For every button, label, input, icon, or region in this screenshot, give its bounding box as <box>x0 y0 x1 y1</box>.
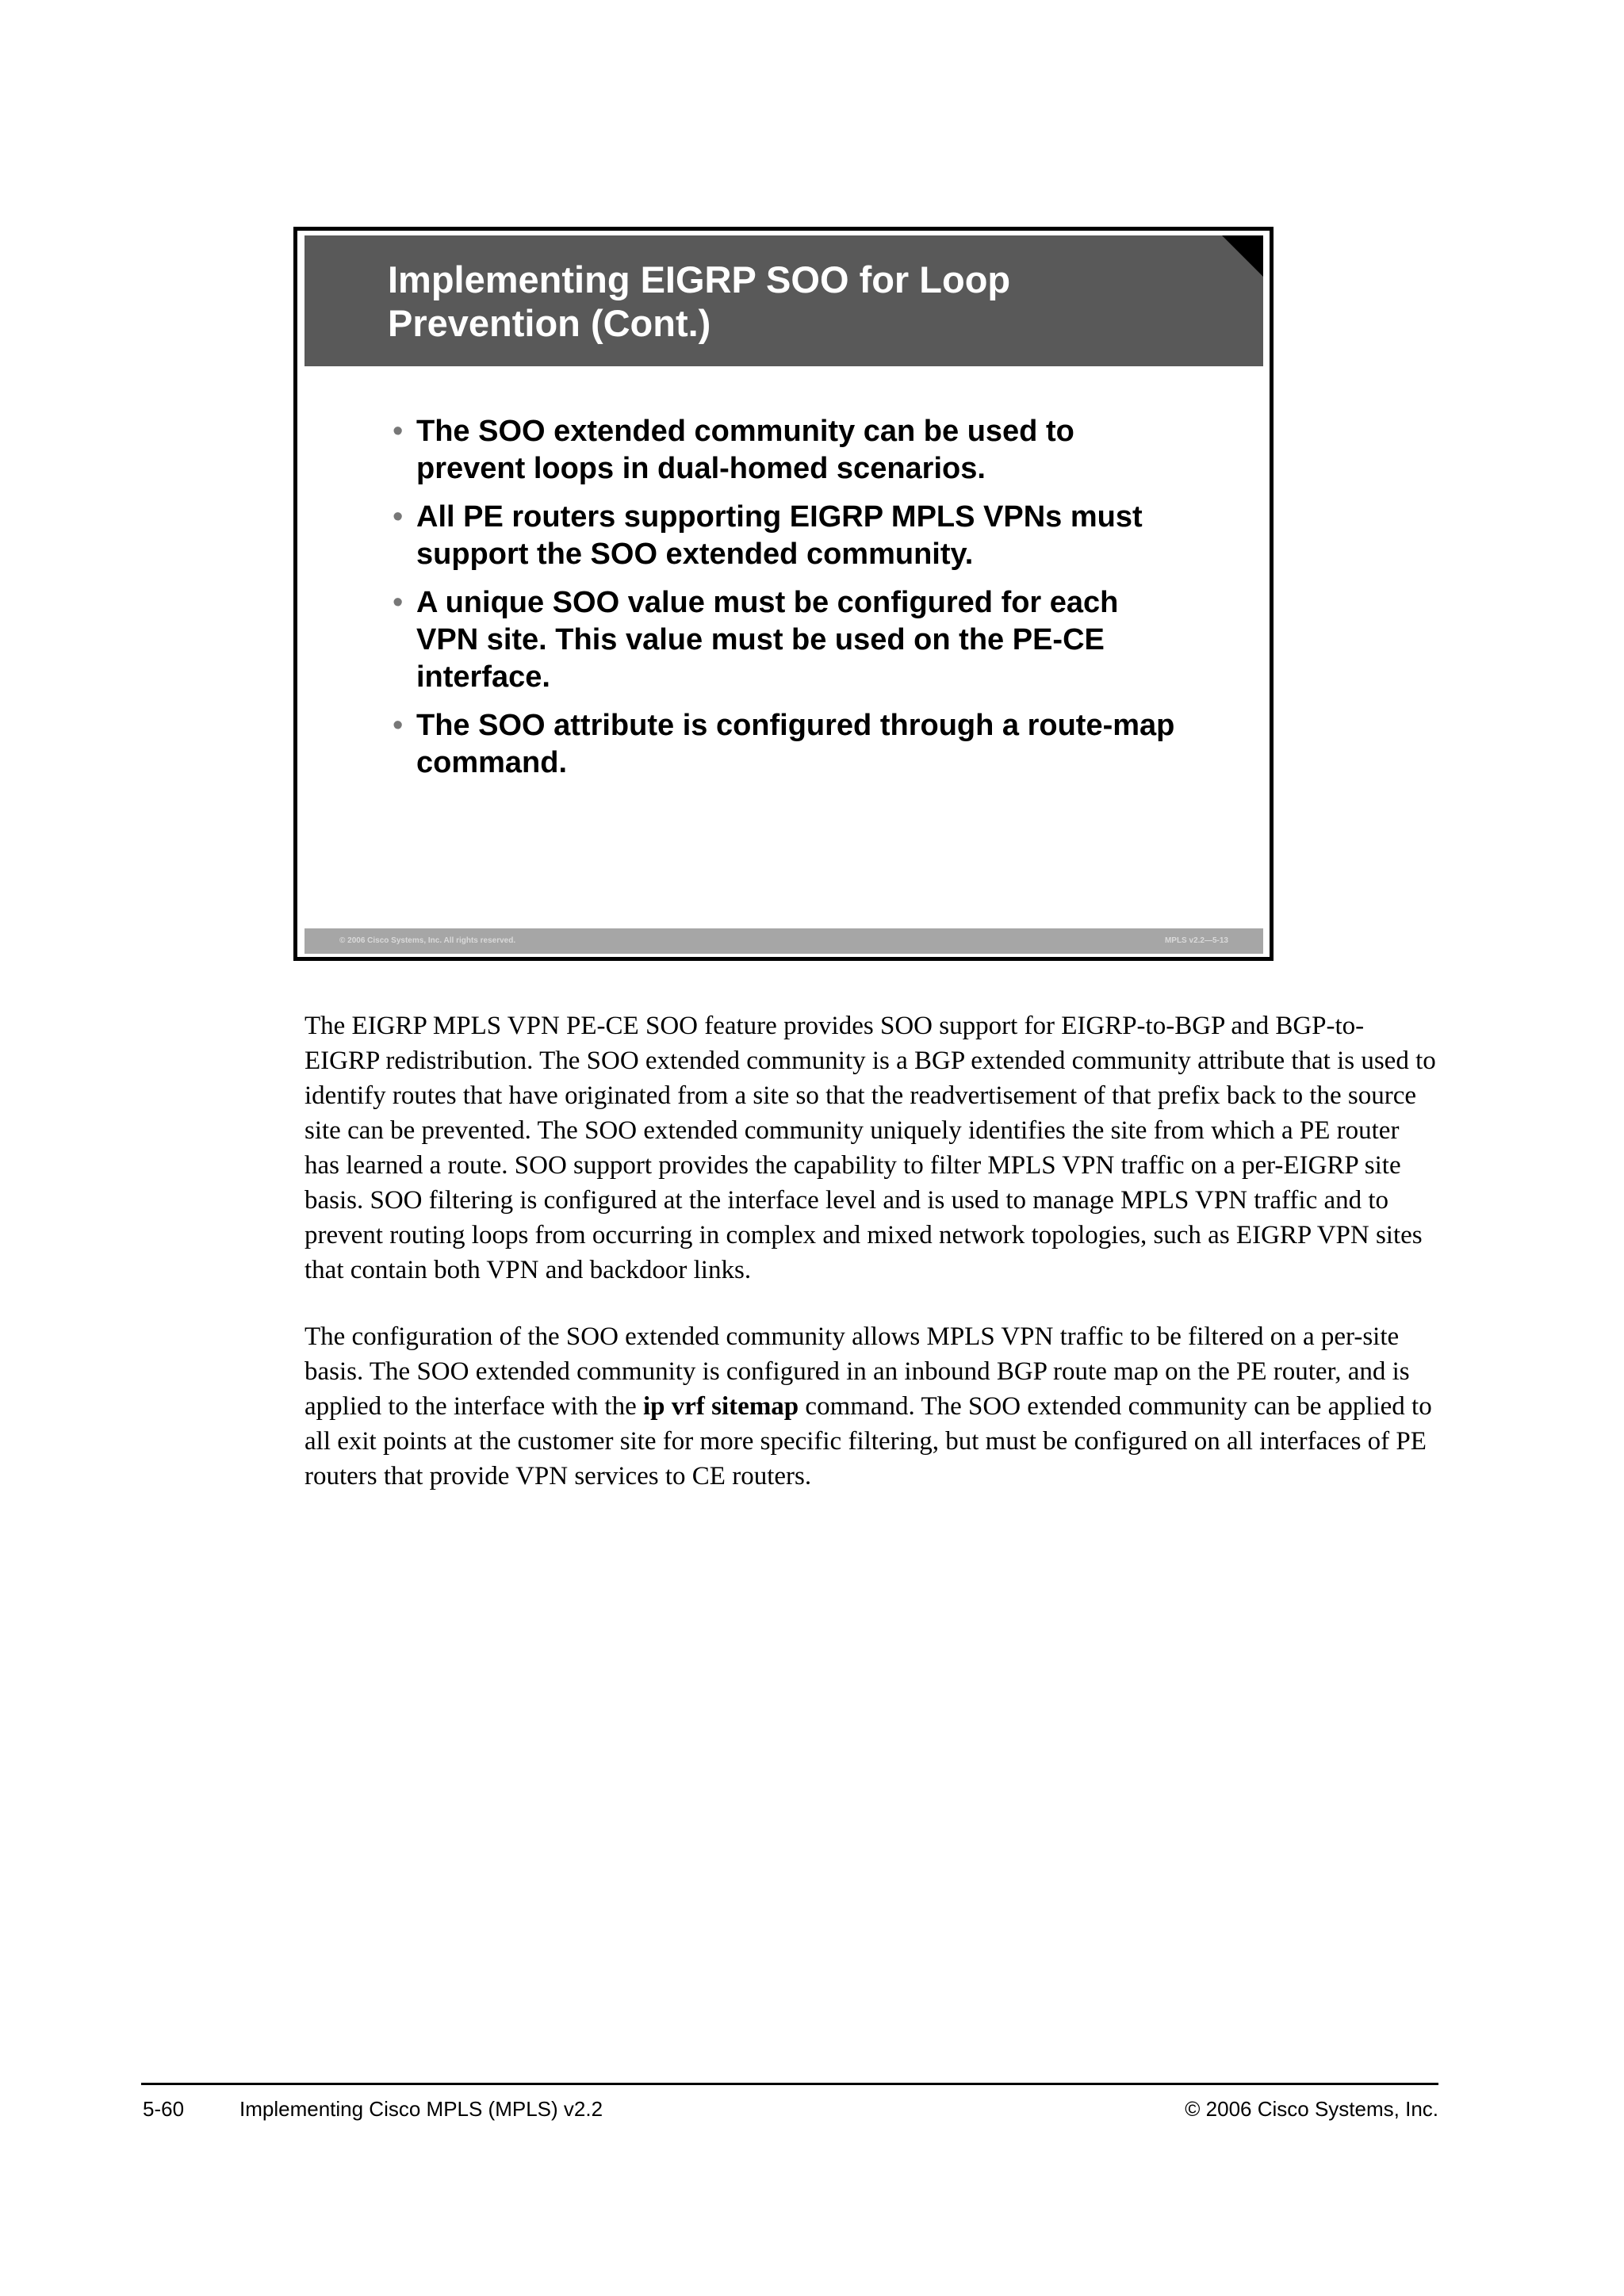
slide-frame <box>293 227 1274 961</box>
body-text <box>304 1008 1438 1525</box>
body-paragraph-text: The configuration of the SOO extended community allows MPLS VPN traffic to be filtered on a per-site basis. The SOO extended community is configured in an inbound BGP route map on the PE router, and is applied to the interface with the <box>304 1322 1410 1421</box>
slide-bullet <box>393 413 1185 488</box>
page-number: 5-60 <box>143 2097 185 2121</box>
bullet-icon: • <box>393 500 404 534</box>
slide-bullet-text: All PE routers supporting EIGRP MPLS VPNs must support the SOO extended community. <box>416 500 1143 571</box>
command-name: ip vrf sitemap <box>643 1392 799 1421</box>
body-paragraph: The EIGRP MPLS VPN PE-CE SOO feature provides SOO support for EIGRP-to-BGP and BGP-to-EIGRP redistribution. The SOO extended community is a BGP extended community attribute that is used to identify routes that have originated from a site so that the readvertisement of that prefix back to the source site can be prevented. The SOO extended community uniquely identifies the site from which a PE router has learned a route. SOO support provides the capability to filter MPLS VPN traffic on a per-EIGRP site basis. SOO filtering is configured at the interface level and is used to manage MPLS VPN traffic and to prevent routing loops from occurring in complex and mixed network topologies, such as EIGRP VPN sites that contain both VPN and backdoor links. <box>304 1012 1436 1284</box>
book-title: Implementing Cisco MPLS (MPLS) v2.2 <box>239 2097 603 2121</box>
slide-footer-course-code: MPLS v2.2—5-13 <box>1164 936 1228 945</box>
bullet-icon: • <box>393 586 404 619</box>
page-footer-rule <box>141 2083 1438 2085</box>
body-paragraph-text: command. The SOO extended community can be applied to all exit points at the customer site for more specific filtering, but must be configured on all interfaces of PE routers that provide VPN services to CE routers. <box>304 1392 1432 1490</box>
slide-header <box>304 235 1263 366</box>
body-paragraph <box>304 1319 1438 1494</box>
slide-bullet <box>393 499 1185 573</box>
page-footer <box>141 2095 1438 2123</box>
slide-bullet-text: A unique SOO value must be configured for each VPN site. This value must be used on the PE-CE interface. <box>416 586 1119 694</box>
slide-bullet <box>393 584 1185 696</box>
slide-corner-triangle <box>1222 235 1263 277</box>
bullet-icon: • <box>393 415 404 448</box>
slide-bullet <box>393 707 1185 782</box>
slide-bullet-text: The SOO extended community can be used to prevent loops in dual-homed scenarios. <box>416 415 1074 485</box>
slide-bullet-text: The SOO attribute is configured through a route-map command. <box>416 709 1175 779</box>
slide-footer-copyright: © 2006 Cisco Systems, Inc. All rights reserved. <box>339 936 516 945</box>
page-copyright: © 2006 Cisco Systems, Inc. <box>1185 2097 1438 2121</box>
bullet-icon: • <box>393 709 404 742</box>
slide-bullet-list <box>393 413 1185 793</box>
slide-footer <box>304 928 1263 954</box>
slide-title: Implementing EIGRP SOO for Loop Prevention (Cont.) <box>388 258 1011 344</box>
